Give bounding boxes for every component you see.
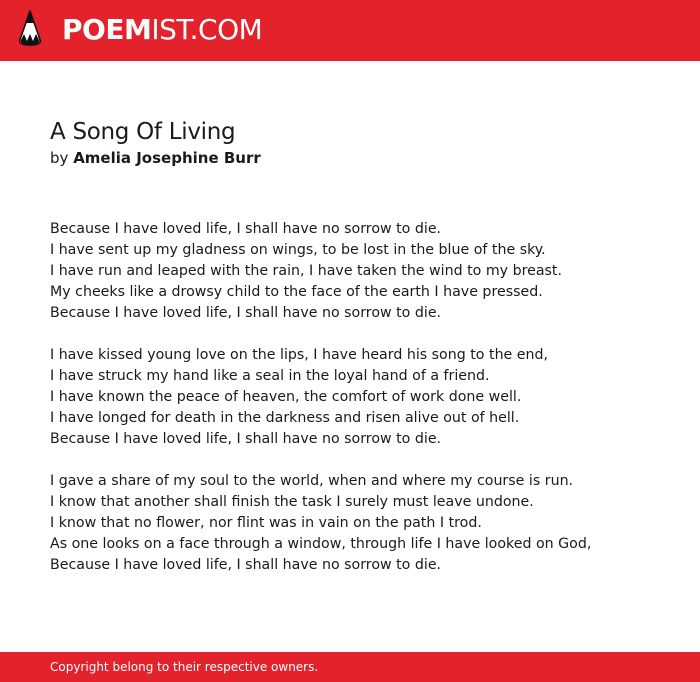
poem-line: Because I have loved life, I shall have no sorrow to die. — [50, 221, 442, 237]
poem-line: I know that another shall finish the task I surely must leave undone. — [50, 494, 534, 510]
poem-body — [50, 219, 670, 576]
pencil-icon[interactable] — [18, 10, 42, 52]
poem-line: Because I have loved life, I shall have no sorrow to die. — [50, 305, 442, 321]
poem-line: I gave a share of my soul to the world, when and where my course is run. — [50, 473, 574, 489]
poem-line: My cheeks like a drowsy child to the face of the earth I have pressed. — [50, 284, 543, 300]
poem-line: As one looks on a face through a window, through life I have looked on God, — [50, 536, 592, 552]
poem-line: I have known the peace of heaven, the comfort of work done well. — [50, 389, 522, 405]
stanza — [50, 345, 670, 450]
author-name: Amelia Josephine Burr — [73, 149, 261, 167]
poem-line: I know that no flower, nor flint was in vain on the path I trod. — [50, 515, 482, 531]
site-header — [0, 0, 700, 61]
poem-line: I have struck my hand like a seal in the loyal hand of a friend. — [50, 368, 490, 384]
poem-line: Because I have loved life, I shall have no sorrow to die. — [50, 431, 442, 447]
copyright-notice: Copyright belong to their respective owners. — [50, 660, 319, 674]
poem-line: I have sent up my gladness on wings, to be lost in the blue of the sky. — [50, 242, 546, 258]
by-label: by — [50, 149, 69, 167]
poem-title: A Song Of Living — [50, 119, 236, 145]
logo-brand-light: IST.COM — [151, 13, 263, 46]
site-logo[interactable] — [62, 11, 262, 49]
poem-line: Because I have loved life, I shall have no sorrow to die. — [50, 557, 442, 573]
poem-content — [50, 117, 670, 597]
poem-line: I have run and leaped with the rain, I have taken the wind to my breast. — [50, 263, 562, 279]
site-footer — [0, 652, 700, 682]
stanza — [50, 219, 670, 324]
stanza — [50, 471, 670, 576]
byline — [50, 147, 670, 169]
logo-brand-strong: POEM — [62, 13, 152, 46]
poem-line: I have kissed young love on the lips, I have heard his song to the end, — [50, 347, 549, 363]
poem-line: I have longed for death in the darkness and risen alive out of hell. — [50, 410, 520, 426]
